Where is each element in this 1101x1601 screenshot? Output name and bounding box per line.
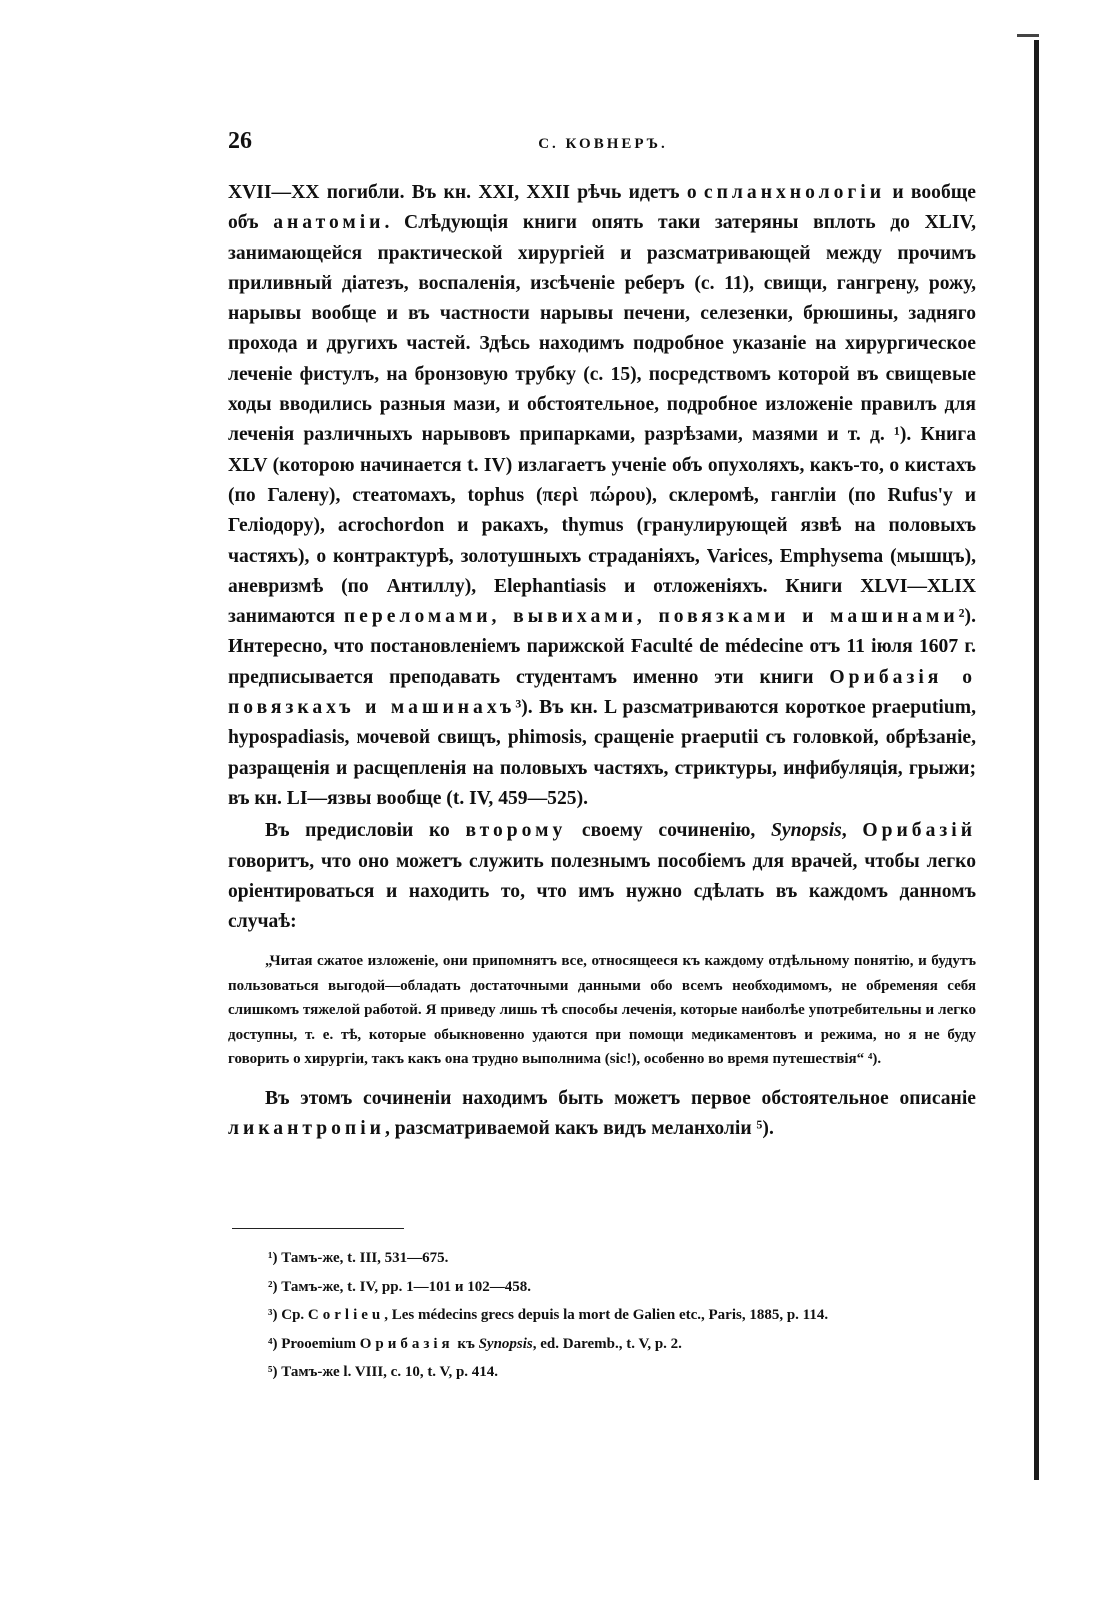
text-run: , разсматриваемой какъ видъ меланхоліи ⁵). bbox=[384, 1118, 774, 1140]
text-run: и вообще объ bbox=[228, 182, 976, 234]
footnote-4 bbox=[208, 1330, 976, 1359]
spaced-term: анатоміи bbox=[273, 212, 385, 234]
text-run: ³) Ср. bbox=[268, 1307, 308, 1323]
text-run: ²). Интересно, что постановленіемъ парижской Faculté de médecine отъ 11 іюля 1607 г. предписывается преподавать студентамъ именно эти книги bbox=[228, 606, 976, 688]
spaced-term: Орибазія bbox=[359, 1335, 454, 1352]
text-run: XVII—XX погибли. Въ кн. XXI, XXII рѣчь идетъ о bbox=[228, 182, 704, 203]
spaced-term: Corlieu bbox=[307, 1307, 385, 1323]
text-run: . Слѣдующія книги опять таки затеряны вплоть до XLIV, занимающейся практической хирургіей и разсматривающей между прочимъ приливный діатезъ, воспаленія, изсѣченіе реберъ (с. 11), свищи, гангрену, рожу, нарывы вообще и въ частности нарывы печени, селезенки, брюшины, задняго прохода и другихъ частей. Здѣсь находимъ подробное указаніе на хирургическое леченіе фистулъ, на бронзовую трубку (с. 15), посредствомъ которой въ свищевые ходы вводились разныя мази, и обстоятельное, подробное изложеніе правилъ для леченія различныхъ нарывовъ припарками, разрѣзами, мазями и т. д. ¹). Книга XLV (которою начинается t. IV) излагаетъ ученіе объ опухоляхъ, какъ-то, о кистахъ (по Галену), стеатомахъ, tophus (περὶ πώρου), склеромѣ, гангліи (по Rufus'у и Геліодору), acrochordon и ракахъ, thymus (гранулирующей язвѣ на половыхъ частяхъ), о контрактурѣ, золотушныхъ страданіяхъ, Varices, Emphysema (мышцъ), аневризмѣ (по Антиллу), Elephantiasis и отложеніяхъ. Книги XLVI—XLIX занимаются bbox=[228, 212, 976, 628]
footnote-1: ¹) Тамъ-же, t. III, 531—675. bbox=[268, 1250, 449, 1266]
text-run: говоритъ, что оно можетъ служить полезнымъ пособіемъ для врачей, чтобы легко оріентироваться и находить то, что имъ нужно сдѣлать въ каждомъ данномъ случаѣ: bbox=[228, 850, 976, 933]
footnote-3 bbox=[208, 1301, 976, 1330]
text-run: ³). Въ кн. L разсматриваются короткое praeputium, hypospadiasis, мочевой свищъ, phimosis, сращеніе praeputii съ головкой, обрѣзаніе, разращенія и расщепленія на половыхъ частяхъ, стриктуры, инфибуляція, грыжи; въ кн. LI—язвы вообще (t. IV, 459—525). bbox=[228, 697, 976, 809]
text-run: своему сочиненію, bbox=[566, 820, 771, 842]
main-text bbox=[228, 178, 976, 1145]
spaced-term: Орибазія о повязкахъ и машинахъ bbox=[228, 666, 976, 719]
spaced-term: Орибазій bbox=[862, 820, 977, 842]
running-title: С. КОВНЕРЪ. bbox=[538, 136, 668, 152]
page-header bbox=[228, 128, 978, 168]
text-run: къ bbox=[453, 1335, 479, 1352]
paragraph-2 bbox=[228, 816, 976, 937]
paragraph-1 bbox=[228, 178, 976, 814]
footnote-2: ²) Тамъ-же, t. IV, pp. 1—101 и 102—458. bbox=[268, 1278, 531, 1295]
paragraph-3 bbox=[228, 1084, 976, 1145]
text-run: , Les médecins grecs depuis la mort de Galien etc., Paris, 1885, p. 114. bbox=[384, 1307, 829, 1323]
footnote-5: ⁵) Тамъ-же l. VIII, c. 10, t. V, p. 414. bbox=[268, 1364, 499, 1380]
text-run: , bbox=[841, 820, 863, 842]
page-edge-mark bbox=[1017, 34, 1039, 37]
italic-term: Synopsis bbox=[771, 820, 842, 842]
block-quote: „Читая сжатое изложеніе, они припомнятъ все, относящееся къ каждому отдѣльному понятію, и будутъ пользоваться выгодой—обладать достаточными данными обо всемъ необходимомъ, не обременяя себя слишкомъ тяжелой работой. Я приведу лишь тѣ способы леченія, которые наиболѣе употребительны и легко доступны, т. е. тѣ, которые обыкновенно удаются при помощи медикаментовъ и режима, но я не буду говорить о хирургіи, такъ какъ она трудно выполнима (sic!), особенно во время путешествія“ ⁴). bbox=[228, 953, 976, 1068]
italic-term: Synopsis bbox=[478, 1335, 533, 1352]
spaced-term: спланхнологіи bbox=[703, 182, 886, 203]
footnotes bbox=[208, 1244, 976, 1387]
text-run: Въ предисловіи ко bbox=[265, 820, 466, 842]
text-run: , ed. Daremb., t. V, p. 2. bbox=[532, 1335, 682, 1352]
spaced-term: ликантропіи bbox=[228, 1118, 385, 1140]
spaced-term: второму bbox=[465, 820, 567, 842]
page-number: 26 bbox=[228, 128, 252, 154]
page-edge-line bbox=[1034, 40, 1039, 1480]
footnote-divider bbox=[232, 1228, 404, 1229]
text-run: ⁴) Prooemium bbox=[268, 1335, 360, 1352]
text-run: Въ этомъ сочиненіи находимъ быть можетъ первое обстоятельное описаніе bbox=[265, 1087, 976, 1109]
spaced-term: переломами, вывихами, повязками и машинами bbox=[343, 606, 959, 628]
